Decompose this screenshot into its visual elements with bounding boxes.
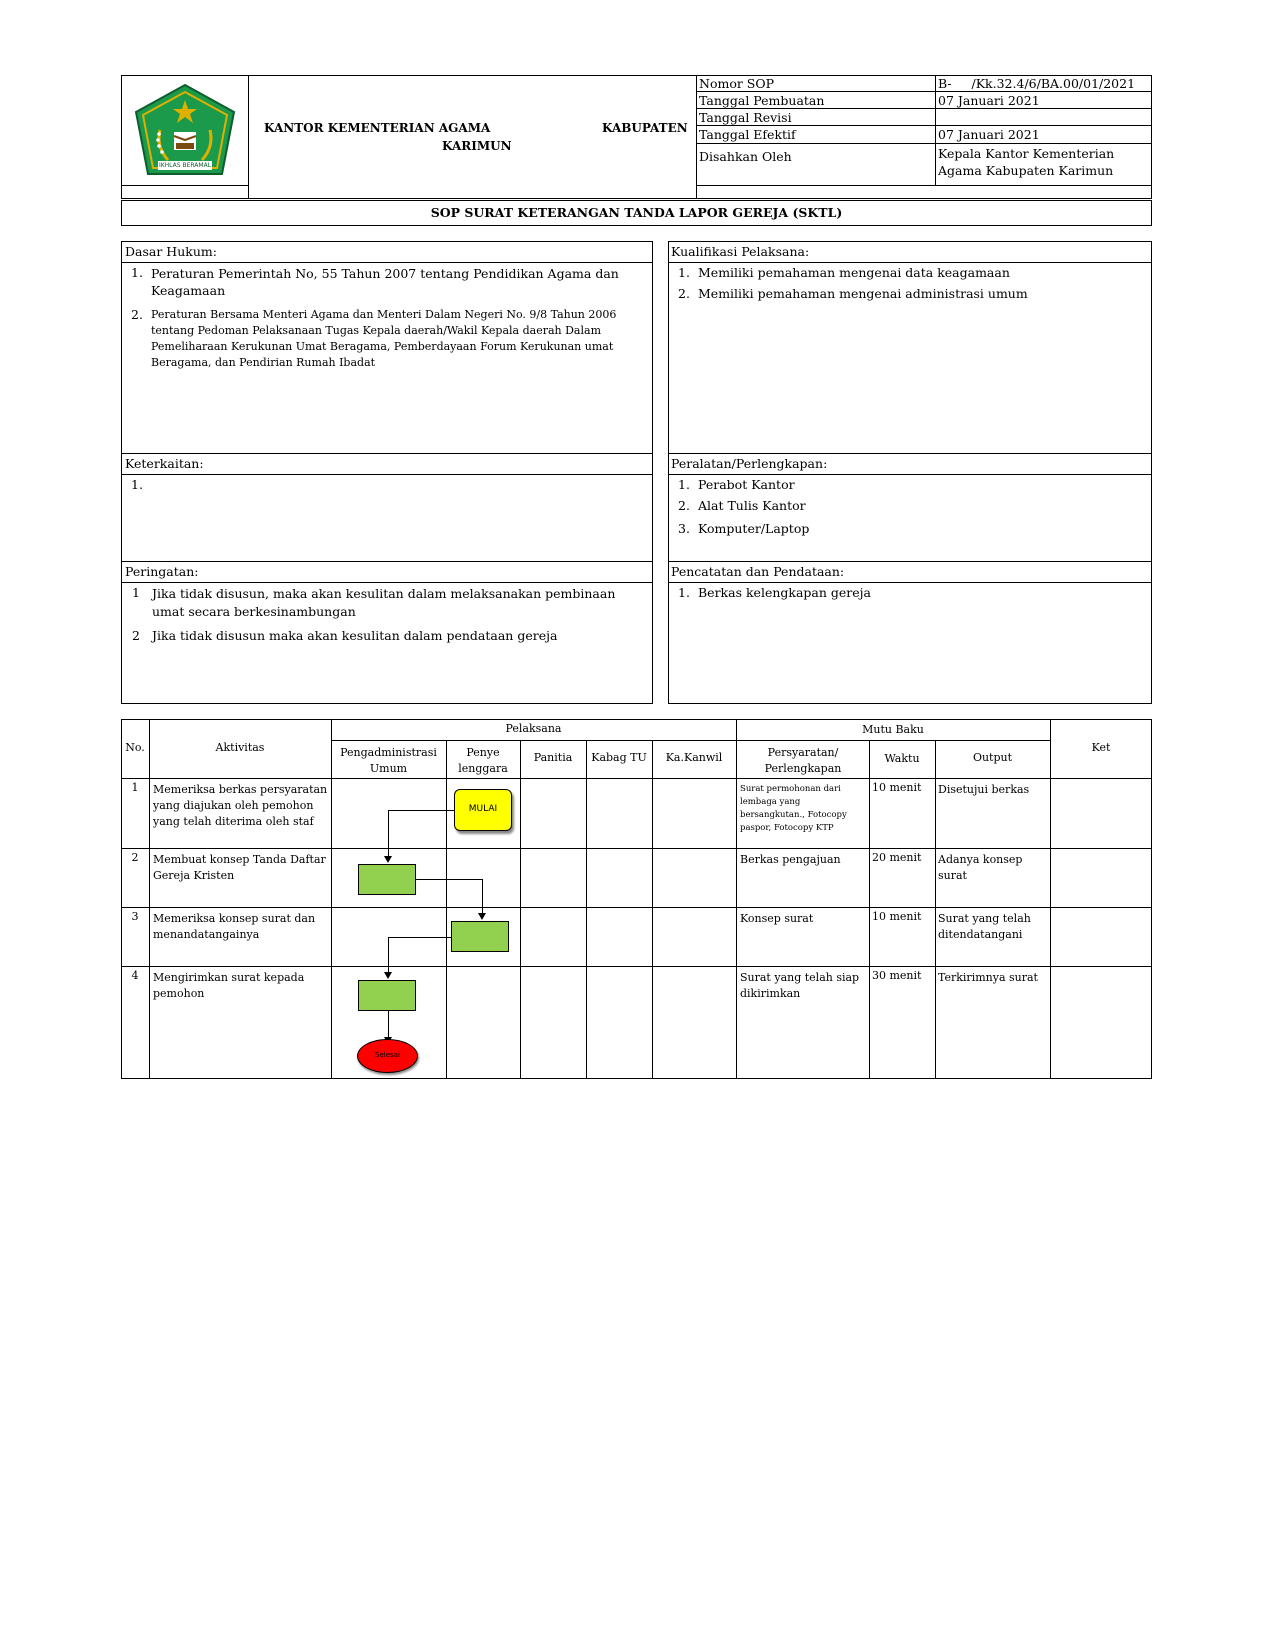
meta-value-efektif: 07 Januari 2021 [938,127,1040,142]
meta-label-efektif: Tanggal Efektif [699,127,796,142]
row-2-no: 2 [131,851,139,864]
meta-label-pembuatan: Tanggal Pembuatan [699,93,825,108]
col-header-mutu-baku: Mutu Baku [862,723,924,736]
flow-start-label: MULAI [468,804,498,814]
page-title: SOP SURAT KETERANGAN TANDA LAPOR GEREJA (SKTL) [430,205,843,220]
row-1-aktivitas: Memeriksa berkas persyaratan yang diajukan oleh pemohon yang telah diterima oleh staf [153,783,328,828]
logo-motto: IKHLAS BERAMAL [158,162,212,169]
procedure-table [121,719,1152,1079]
right-sections-box [668,241,1152,704]
col-header-panitia: Panitia [533,751,573,764]
row-4-aktivitas: Mengirimkan surat kepada pemohon [153,971,305,1000]
col-header-waktu: Waktu [884,752,920,765]
col-header-aktivitas: Aktivitas [215,741,265,754]
row-1-output: Disetujui berkas [938,783,1030,796]
row-1-no: 1 [131,781,139,794]
dasar-hukum-item: 1. Peraturan Pemerintah No, 55 Tahun 2007 tentang Pendidikan Agama dan Keagamaan [131,265,619,298]
col-header-no: No. [125,741,145,754]
pencatatan-label: Pencatatan dan Pendataan: [671,564,845,579]
row-2-waktu: 20 menit [872,851,922,864]
row-1-waktu: 10 menit [872,781,922,794]
org-name-right: KABUPATEN [602,121,688,135]
col-header-ket: Ket [1091,741,1111,754]
peringatan-item: 1 Jika tidak disusun, maka akan kesulitan dalam melaksanakan pembinaan umat secara berkesinambungan [132,585,616,619]
row-3-persyaratan: Konsep surat [740,912,814,925]
row-1-persyaratan: Surat permohonan dari lembaga yang bersangkutan., Fotocopy paspor, Fotocopy KTP [740,784,847,833]
meta-label-revisi: Tanggal Revisi [699,110,792,125]
col-header-kabag-tu: Kabag TU [591,751,647,764]
row-2-aktivitas: Membuat konsep Tanda Daftar Gereja Kristen [153,853,326,882]
col-header-pengadministrasi: Pengadministrasi Umum [340,746,437,775]
meta-value-nomor: B- /Kk.32.4/6/BA.00/01/2021 [938,76,1136,91]
row-2-persyaratan: Berkas pengajuan [740,853,841,866]
meta-value-disahkan: Kepala Kantor Kementerian Agama Kabupaten Karimun [938,146,1115,178]
row-4-no: 4 [131,969,139,982]
meta-label-nomor: Nomor SOP [699,76,775,91]
kualifikasi-label: Kualifikasi Pelaksana: [671,244,810,259]
row-2-output: Adanya konsep surat [938,853,1023,882]
col-header-output: Output [972,751,1013,764]
meta-label-disahkan: Disahkan Oleh [699,149,792,164]
meta-value-pembuatan: 07 Januari 2021 [938,93,1040,108]
row-4-persyaratan: Surat yang telah siap dikirimkan [740,971,860,1000]
row-3-no: 3 [131,910,139,923]
row-3-output: Surat yang telah ditendatangani [938,912,1031,941]
col-header-penyelenggara: Penye lenggara [458,746,508,775]
row-3-waktu: 10 menit [872,910,922,923]
org-name: KANTOR KEMENTERIAN AGAMA [264,121,491,135]
peralatan-label: Peralatan/Perlengkapan: [671,456,828,471]
col-header-persyaratan: Persyaratan/ Perlengkapan [764,746,842,775]
flow-process-2 [451,921,509,952]
col-header-pelaksana: Pelaksana [505,722,562,735]
row-3-aktivitas: Memeriksa konsep surat dan menandatangainya [153,912,316,941]
flow-process-3 [358,980,416,1011]
dasar-hukum-item: 2. Peraturan Bersama Menteri Agama dan Menteri Dalam Negeri No. 9/8 Tahun 2006 tentang Pedoman Pelaksanaan Tugas Kepala daerah/Wakil Kepala daerah Dalam Pemeliharaan Kerukunan Umat Beragama, Pemberdayaan Forum Kerukunan umat Beragama, dan Pendirian Rumah Ibadat [131,307,617,369]
flow-end-label: Selesai [375,1051,400,1059]
row-4-waktu: 30 menit [872,969,922,982]
col-header-kakanwil: Ka.Kanwil [665,751,723,764]
flow-process-1 [358,864,416,895]
keterkaitan-label: Keterkaitan: [125,456,204,471]
org-name-line2: KARIMUN [442,139,512,153]
peringatan-label: Peringatan: [125,564,199,579]
row-4-output: Terkirimnya surat [938,971,1038,984]
dasar-hukum-label: Dasar Hukum: [125,244,217,259]
